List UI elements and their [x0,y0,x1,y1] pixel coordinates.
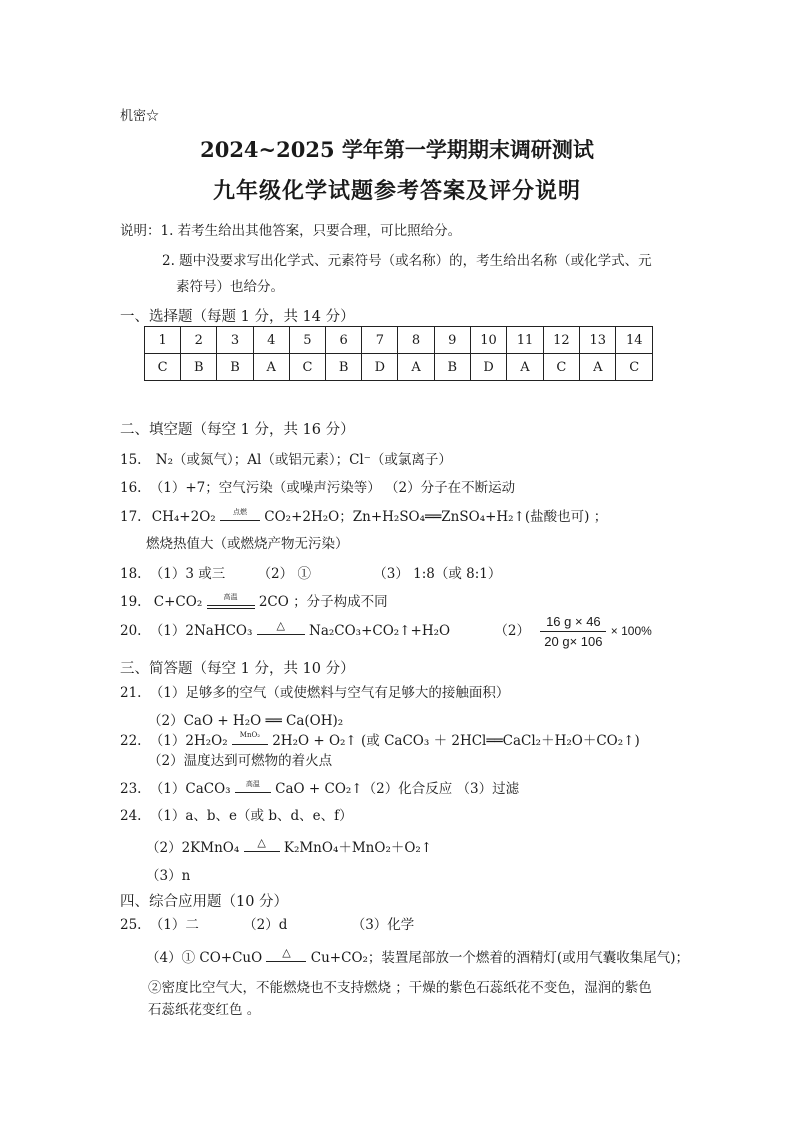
q20-part2: （2） [494,623,530,639]
q25-heat-symbol: △ [282,945,291,959]
q25-part2: （2）d [243,917,288,933]
q23-row [120,777,519,797]
q19-row [120,590,388,610]
answer-table-answer-row [145,354,653,381]
q24-number: 24. [120,808,142,824]
q21-part2: （2）CaO + H₂O ══ Ca(OH)₂ [148,713,344,729]
question-number-cell: 1 [145,327,181,354]
q24-part2-row [146,836,432,856]
q17-eq-right: CO₂+2H₂O；Zn+H₂SO₄══ZnSO₄+H₂↑(盐酸也可) ； [264,509,608,525]
page-title: 2024~2025 学年第一学期期末调研测试 [200,137,594,162]
q22-eq-right: 2H₂O + O₂↑ (或 CaCO₃ ＋ 2HCl══CaCl₂＋H₂O＋CO₂↑) [272,733,640,749]
q25-part5b: 石蕊纸花变红色 。 [148,1002,261,1018]
q19-number: 19. [120,594,142,610]
q15-row [120,448,452,468]
q22-condition: MnO₂ [239,730,261,739]
page-subtitle: 九年级化学试题参考答案及评分说明 [212,178,581,204]
q24-eq-right: K₂MnO₄＋MnO₂＋O₂↑ [283,840,433,856]
answer-cell: B [434,354,470,381]
section-4-title: 四、综合应用题（10 分） [120,894,289,910]
q21-part1: （1）足够多的空气（或使燃料与空气有足够大的接触面积） [149,685,510,701]
q23-eq-left: （1）CaCO₃ [149,781,231,797]
section-2-title: 二、填空题（每空 1 分，共 16 分） [120,422,355,438]
q17-condition: 点燃 [232,507,247,516]
q16-row [120,476,515,496]
q21-row [120,681,509,701]
section-3-title: 三、简答题（每空 1 分，共 10 分） [120,661,355,677]
q22-number: 22. [120,733,142,749]
question-number-cell: 12 [543,327,579,354]
answer-cell: C [616,354,653,381]
q23-condition: 高温 [245,779,260,788]
question-number-cell: 6 [326,327,362,354]
q16-answer: （1）+7；空气污染（或噪声污染等） （2）分子在不断运动 [149,480,516,496]
q20-heat-symbol: △ [276,618,285,632]
q19-condition-arrow [207,592,255,610]
q18-part1: （1）3 或三 [149,566,226,582]
q17-number: 17. [120,509,142,525]
q24-row [120,804,353,824]
q24-part3: （3）n [146,868,191,884]
q24-eq-left: （2）2KMnO₄ [146,840,240,856]
question-number-cell: 5 [289,327,325,354]
q20-eq-right: Na₂CO₃+CO₂↑+H₂O [309,623,451,639]
q17-eq-left: CH₄+2O₂ [151,509,216,525]
question-number-cell: 8 [398,327,434,354]
q23-condition-arrow [235,779,271,797]
q19-condition: 高温 [223,592,238,601]
q25-part1: （1）二 [149,917,199,933]
q22-eq-left: （1）2H₂O₂ [149,733,228,749]
q18-part2: （2） ① [257,566,311,582]
q17-row [120,505,607,525]
note-2b: 素符号）也给分。 [176,279,284,295]
notes-line-1 [120,219,461,239]
q24-condition-arrow [244,835,280,856]
section-1-title: 一、选择题（每题 1 分，共 14 分） [120,309,355,325]
answer-cell: D [470,354,506,381]
confidential-mark: 机密☆ [120,109,160,124]
q19-eq-left: C+CO₂ [153,594,203,610]
answer-cell: C [289,354,325,381]
q23-eq-right: CaO + CO₂↑（2）化合反应 （3）过滤 [275,781,520,797]
q24-heat-symbol: △ [257,835,266,849]
question-number-cell: 13 [580,327,616,354]
q22-condition-arrow [232,730,268,749]
question-number-cell: 14 [616,327,653,354]
answer-cell: A [398,354,434,381]
q20-numerator: 16 g × 46 [540,614,606,632]
question-number-cell: 7 [362,327,398,354]
answer-cell: B [326,354,362,381]
answer-cell: B [181,354,217,381]
note-2a: 2. 题中没要求写出化学式、元素符号（或名称）的，考生给出名称（或化学式、元 [162,253,652,269]
q24-part1: （1）a、b、e（或 b、d、e、f） [149,808,353,824]
q18-row [120,562,501,582]
q20-number: 20. [120,623,142,639]
question-number-cell: 3 [217,327,253,354]
q25-condition-arrow [266,945,306,966]
q16-number: 16. [120,480,142,496]
q25-eq-right: Cu+CO₂；装置尾部放一个燃着的酒精灯(或用气囊收集尾气)； [310,950,689,966]
answer-cell: B [217,354,253,381]
answer-cell: C [145,354,181,381]
question-number-cell: 9 [434,327,470,354]
question-number-cell: 2 [181,327,217,354]
q15-answer: N₂（或氮气）；Al（或铝元素）；Cl⁻（或氯离子） [155,452,452,468]
q23-number: 23. [120,781,142,797]
q18-number: 18. [120,566,142,582]
question-number-cell: 10 [470,327,506,354]
q20-row [120,614,652,649]
q19-eq-right: 2CO ；分子构成不同 [258,594,388,610]
q25-eq-left: （4）① CO+CuO [146,950,263,966]
question-number-cell: 11 [507,327,543,354]
question-number-cell: 4 [253,327,289,354]
answer-cell: D [362,354,398,381]
q18-part3: （3） 1:8（或 8:1） [373,566,502,582]
answer-table [144,326,653,381]
q21-number: 21. [120,685,142,701]
q25-row [120,913,414,933]
q20-denominator: 20 g× 106 [544,634,603,649]
q25-part3: （3）化学 [351,917,415,933]
q15-number: 15. [120,452,142,468]
q25-number: 25. [120,917,142,933]
answer-cell: A [507,354,543,381]
answer-cell: A [580,354,616,381]
answer-table-number-row [145,327,653,354]
q17-line2: 燃烧热值大（或燃烧产物无污染） [146,536,349,552]
note-1: 1. 若考生给出其他答案，只要合理，可比照给分。 [160,223,462,239]
notes-label: 说明： [120,223,161,239]
q17-condition-arrow [220,507,260,525]
q20-percent: × 100% [610,624,652,638]
answer-cell: A [253,354,289,381]
q22-part2: （2）温度达到可燃物的着火点 [148,753,333,769]
answer-cell: C [543,354,579,381]
q25-part4-row [146,946,689,966]
q25-part5a: ②密度比空气大，不能燃烧也不支持燃烧 ；干燥的紫色石蕊纸花不变色，湿润的紫色 [148,980,652,996]
q20-condition-arrow [257,618,305,639]
q20-eq-left: （1）2NaHCO₃ [149,623,253,639]
q20-fraction [540,614,606,649]
q22-row [120,729,640,749]
